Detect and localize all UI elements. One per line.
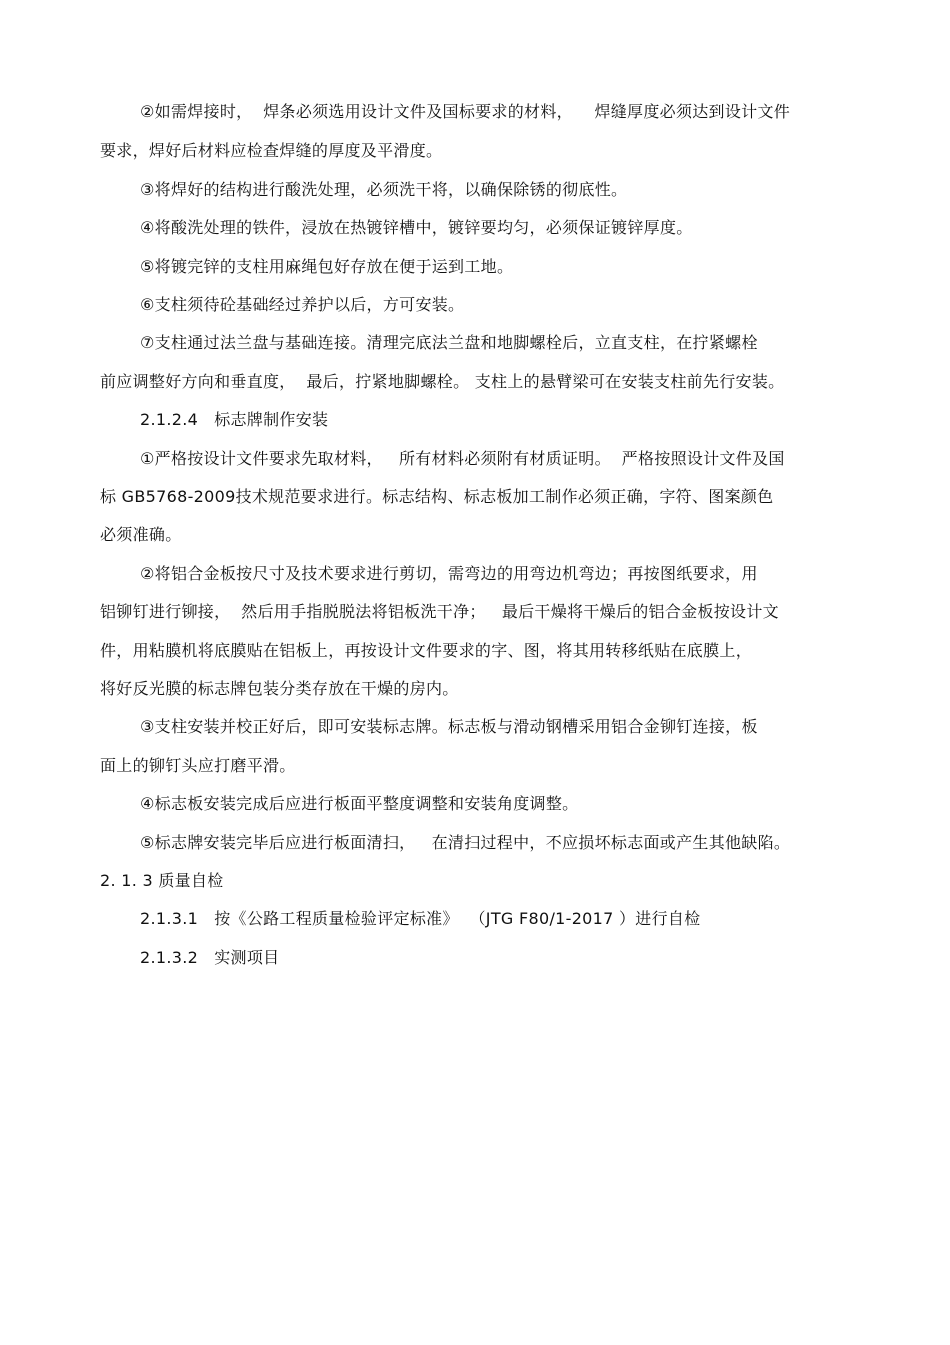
paragraph-line: 必须准确。 bbox=[100, 525, 182, 544]
paragraph-line: 铝铆钉进行铆接， 然后用手指脱脱法将铝板洗干净； 最后干燥将干燥后的铝合金板按设计文 bbox=[100, 602, 779, 621]
paragraph-line: ⑥支柱须待砼基础经过养护以后，方可安装。 bbox=[140, 295, 465, 314]
paragraph-line: 要求，焊好后材料应检查焊缝的厚度及平滑度。 bbox=[100, 141, 443, 160]
paragraph-line: ⑤将镀完锌的支柱用麻绳包好存放在便于运到工地。 bbox=[140, 257, 514, 276]
paragraph-line: 件，用粘膜机将底膜贴在铝板上，再按设计文件要求的字、图，将其用转移纸贴在底膜上， bbox=[100, 641, 753, 660]
subsection-heading: 2.1.3.2 实测项目 bbox=[140, 948, 280, 967]
subsection-heading: 2.1.3.1 按《公路工程质量检验评定标准》 （JTG F80/1-2017 ）进行自检 bbox=[140, 909, 701, 928]
section-heading: 2. 1. 3 质量自检 bbox=[100, 871, 224, 890]
paragraph-line: 面上的铆钉头应打磨平滑。 bbox=[100, 756, 296, 775]
paragraph-line: ⑤标志牌安装完毕后应进行板面清扫， 在清扫过程中，不应损坏标志面或产生其他缺陷。 bbox=[140, 833, 791, 852]
paragraph-line: 将好反光膜的标志牌包装分类存放在干燥的房内。 bbox=[100, 679, 459, 698]
paragraph-line: ④标志板安装完成后应进行板面平整度调整和安装角度调整。 bbox=[140, 794, 579, 813]
paragraph-line: 前应调整好方向和垂直度， 最后，拧紧地脚螺栓。 支柱上的悬臂梁可在安装支柱前先行安装。 bbox=[100, 372, 785, 391]
paragraph-line: 标 GB5768-2009技术规范要求进行。标志结构、标志板加工制作必须正确，字符、图案颜色 bbox=[100, 487, 774, 506]
paragraph-line: ⑦支柱通过法兰盘与基础连接。清理完底法兰盘和地脚螺栓后，立直支柱，在拧紧螺栓 bbox=[140, 333, 758, 352]
section-heading: 2.1.2.4 标志牌制作安装 bbox=[140, 410, 329, 429]
paragraph-line: ④将酸洗处理的铁件，浸放在热镀锌槽中，镀锌要均匀，必须保证镀锌厚度。 bbox=[140, 218, 693, 237]
paragraph-line: ③将焊好的结构进行酸洗处理，必须洗干将，以确保除锈的彻底性。 bbox=[140, 180, 628, 199]
paragraph-line: ②如需焊接时， 焊条必须选用设计文件及国标要求的材料， 焊缝厚度必须达到设计文件 bbox=[140, 102, 791, 121]
paragraph-line: ①严格按设计文件要求先取材料， 所有材料必须附有材质证明。 严格按照设计文件及国 bbox=[140, 449, 785, 468]
paragraph-line: ③支柱安装并校正好后，即可安装标志牌。标志板与滑动钢槽采用铝合金铆钉连接，板 bbox=[140, 717, 758, 736]
paragraph-line: ②将铝合金板按尺寸及技术要求进行剪切，需弯边的用弯边机弯边；再按图纸要求，用 bbox=[140, 564, 758, 583]
